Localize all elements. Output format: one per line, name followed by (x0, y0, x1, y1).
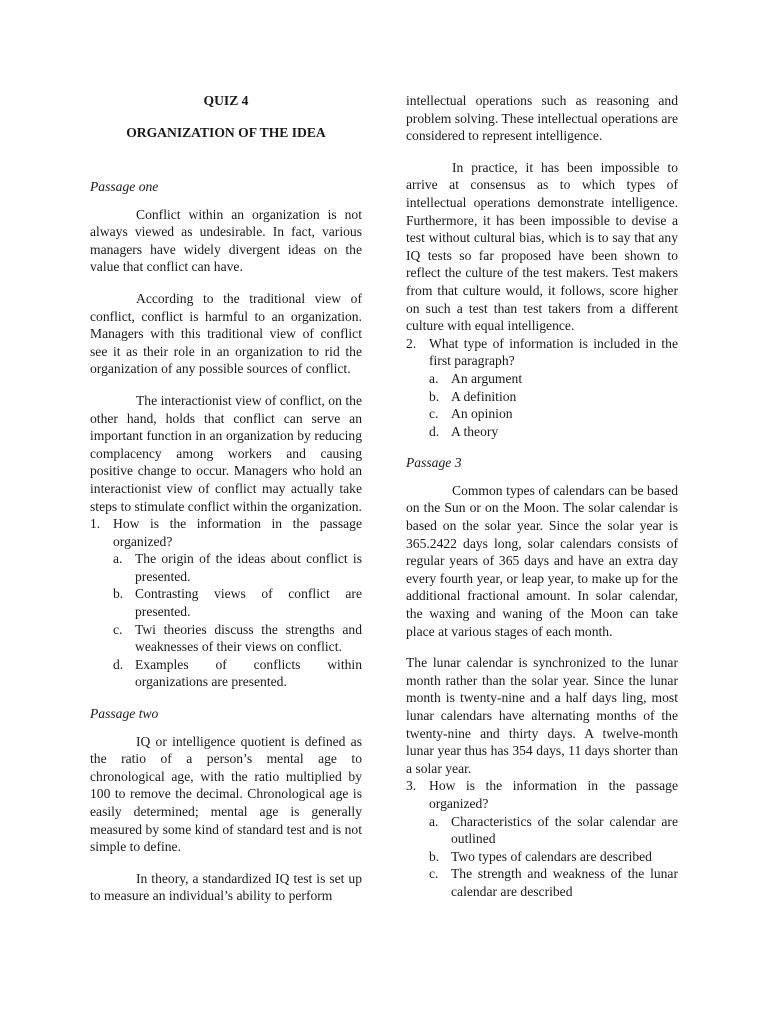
option-letter: c. (113, 621, 123, 637)
passage-three-heading: Passage 3 (406, 455, 462, 471)
option-letter: b. (113, 586, 124, 602)
option-text: Contrasting views of conflict are presented. (135, 586, 362, 620)
answer-option (429, 370, 678, 388)
answer-option (429, 865, 678, 900)
option-letter: b. (429, 848, 440, 864)
right-column (406, 92, 678, 901)
question-1 (90, 515, 362, 550)
question-number: 1. (90, 516, 101, 532)
passage-two-heading: Passage two (90, 706, 159, 722)
option-text: The origin of the ideas about conflict is presented. (135, 551, 362, 584)
answer-option (429, 848, 678, 866)
answer-option (429, 388, 678, 406)
passage-one-paragraph: The interactionist view of conflict, on the other hand, holds that conflict can serve an important function in an organization by reducing complacency among workers and causing positive change to occur. Managers who hold an interactionist view of conflict may actually take steps to stimulate conflict within the organization. (90, 392, 362, 514)
option-text: A theory (451, 423, 499, 439)
option-text: Twi theories discuss the strengths and weaknesses of their views on conflict. (135, 621, 362, 655)
option-letter: c. (429, 406, 439, 422)
quiz-title: QUIZ 4 (203, 93, 249, 108)
passage-two-paragraph: IQ or intelligence quotient is defined as the ratio of a person’s mental age to chronological age, with the ratio multiplied by 100 to remove the decimal. Chronological age is easily determined; mental age is generally measured by some kind of standard test and is not simple to define. (90, 733, 362, 855)
passage-two-paragraph: In practice, it has been impossible to arrive at consensus as to which types of intellectual operations demonstrate intelligence. Furthermore, it has been impossible to devise a test without cultural bias, which is to say that any IQ tests so far proposed have been shown to reflect the culture of the test makers. Test makers from that culture would, it follows, score higher on such a test than test takers from a different culture with equal intelligence. (406, 159, 678, 334)
question-text: How is the information in the passage organized? (429, 778, 678, 811)
option-letter: d. (429, 423, 440, 439)
question-text: How is the information in the passage organized? (113, 516, 362, 549)
passage-one-paragraph: Conflict within an organization is not always viewed as undesirable. In fact, various managers have widely divergent ideas on the value that conflict can have. (90, 206, 362, 275)
answer-option (113, 621, 362, 656)
answer-option (113, 585, 362, 620)
question-number: 2. (406, 335, 417, 351)
option-letter: a. (429, 813, 439, 829)
option-text: Examples of conflicts within organizations are presented. (135, 656, 362, 690)
left-column (90, 92, 362, 905)
passage-three-paragraph: The lunar calendar is synchronized to the lunar month rather than the solar year. Since the lunar month is twenty-nine and a half days ling, most lunar calendars have alternating months of the twenty-nine and thirty days. A twelve-month lunar year thus has 354 days, 11 days shorter than a solar year. (406, 655, 678, 776)
passage-two-paragraph-split-start: In theory, a standardized IQ test is set up to measure an individual’s ability to perform (90, 870, 362, 904)
question-number: 3. (406, 778, 417, 794)
option-text: An argument (451, 370, 523, 386)
passage-two-paragraph-split-end: intellectual operations such as reasoning and problem solving. These intellectual operations are considered to represent intelligence. (406, 93, 678, 144)
quiz-subtitle: ORGANIZATION OF THE IDEA (126, 125, 326, 140)
option-letter: c. (429, 866, 439, 882)
option-text: Two types of calendars are described (451, 848, 652, 864)
option-text: A definition (451, 388, 517, 404)
question-3 (406, 777, 678, 812)
option-letter: d. (113, 656, 124, 672)
answer-option (429, 423, 678, 441)
option-letter: b. (429, 388, 440, 404)
answer-option (113, 550, 362, 585)
answer-option (429, 405, 678, 423)
option-letter: a. (113, 551, 123, 567)
passage-three-paragraph: Common types of calendars can be based on the Sun or on the Moon. The solar calendar is based on the solar year. Since the solar year is 365.2422 days long, solar calendars consists of regular years of 365 days and have an extra day every fourth year, or leap year, to make up for the additional fractional amount. In solar calendar, the waxing and waning of the Moon can take place at various stages of each month. (406, 482, 678, 639)
option-text: Characteristics of the solar calendar are outlined (451, 813, 678, 847)
passage-one-heading: Passage one (90, 179, 159, 194)
answer-option (429, 813, 678, 848)
option-text: The strength and weakness of the lunar calendar are described (451, 866, 678, 899)
option-text: An opinion (451, 406, 513, 422)
answer-option (113, 656, 362, 691)
question-text: What type of information is included in the first paragraph? (429, 335, 678, 369)
passage-one-paragraph: According to the traditional view of conflict, conflict is harmful to an organization. Managers with this traditional view of conflict see it as their role in an organization to rid the organization of any possible sources of conflict. (90, 290, 362, 377)
option-letter: a. (429, 370, 439, 386)
question-2 (406, 335, 678, 370)
